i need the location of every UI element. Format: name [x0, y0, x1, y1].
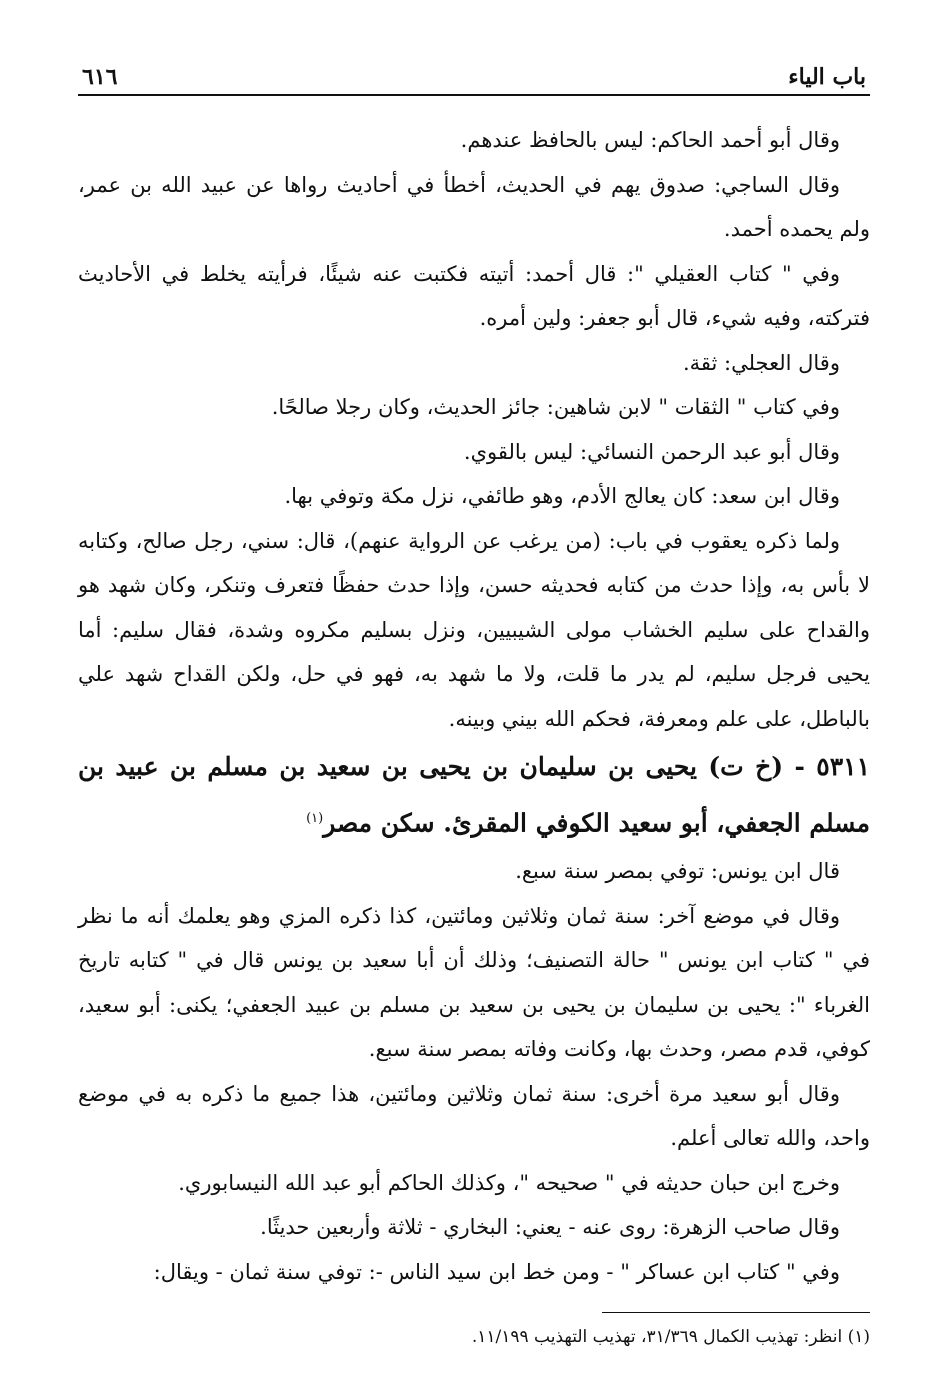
paragraph: قال ابن يونس: توفي بمصر سنة سبع. [515, 859, 840, 884]
paragraph: وقال أبو أحمد الحاكم: ليس بالحافظ عندهم. [460, 128, 840, 152]
paragraph: وفي " كتاب ابن عساكر " - ومن خط ابن سيد الناس -: توفي سنة ثمان - ويقال: [153, 1259, 840, 1284]
page-body [78, 118, 870, 1294]
paragraph: وقال صاحب الزهرة: روى عنه - يعني: البخاري - ثلاثة وأربعين حديثًا. [260, 1215, 840, 1240]
paragraph: وقال في موضع آخر: سنة ثمان وثلاثين ومائتين، كذا ذكره المزي وهو يعلمك أنه ما نظر في " كتاب ابن يونس " حالة التصنيف؛ وذلك أن أبا سعيد بن يونس قال في " كتابه تاريخ الغرباء ": يحيى بن سليمان بن يحيى بن سعيد بن مسلم بن عبيد الجعفي؛ يكنى: أبو سعيد، كوفي، قدم مصر، وحدث بها، وكانت وفاته بمصر سنة سبع. [78, 903, 870, 1062]
footnote-marker: (١) [306, 811, 324, 826]
paragraph: وقال أبو عبد الرحمن النسائي: ليس بالقوي. [463, 439, 840, 464]
book-page [78, 50, 870, 1351]
section-title: باب الياء [788, 64, 866, 90]
footnote-separator [602, 1312, 870, 1313]
paragraph: وقال ابن سعد: كان يعالج الأدم، وهو طائفي، نزل مكة وتوفي بها. [284, 484, 840, 508]
page-number: ٦١٦ [82, 64, 118, 90]
paragraph: وقال الساجي: صدوق يهم في الحديث، أخطأ في أحاديث رواها عن عبيد الله بن عمر، ولم يحمده أحمد. [78, 172, 870, 241]
paragraph: وخرج ابن حبان حديثه في " صحيحه "، وكذلك الحاكم أبو عبد الله النيسابوري. [178, 1170, 840, 1195]
entry-heading-text: ٥٣١١ - (خ ت) يحيى بن سليمان بن يحيى بن سعيد بن مسلم بن عبيد بن مسلم الجعفي، أبو سعيد الكوفي المقرئ. سكن مصر [78, 752, 870, 838]
entry-heading [78, 741, 870, 849]
paragraph: وقال أبو سعيد مرة أخرى: سنة ثمان وثلاثين ومائتين، هذا جميع ما ذكره به في موضع واحد، والله تعالى أعلم. [78, 1081, 870, 1151]
paragraph: ولما ذكره يعقوب في باب: (من يرغب عن الرواية عنهم)، قال: سني، رجل صالح، وكتابه لا بأس به، وإذا حدث من كتابه فحديثه حسن، وإذا حدث حفظًا فتعرف وتنكر، وكان شهد هو والقداح على سليم الخشاب مولى الشيبيين، ونزل بسليم مكروه وشدة، فقال سليم: أما يحيى فرجل سليم، لم يدر ما قلت، ولا ما شهد به، فهو في حل، ولكن القداح شهد علي بالباطل، على علم ومعرفة، فحكم الله بيني وبينه. [78, 528, 870, 731]
paragraph: وفي " كتاب العقيلي ": قال أحمد: أتيته فكتبت عنه شيئًا، فرأيته يخلط في الأحاديث فتركته، وفيه شيء، قال أبو جعفر: ولين أمره. [78, 261, 870, 330]
paragraph: وفي كتاب " الثقات " لابن شاهين: جائز الحديث، وكان رجلا صالحًا. [271, 395, 840, 419]
paragraph: وقال العجلي: ثقة. [682, 350, 840, 375]
footnote: (١) انظر: تهذيب الكمال ٣١/٣٦٩، تهذيب التهذيب ١١/١٩٩. [471, 1327, 870, 1348]
page-header [78, 50, 870, 96]
